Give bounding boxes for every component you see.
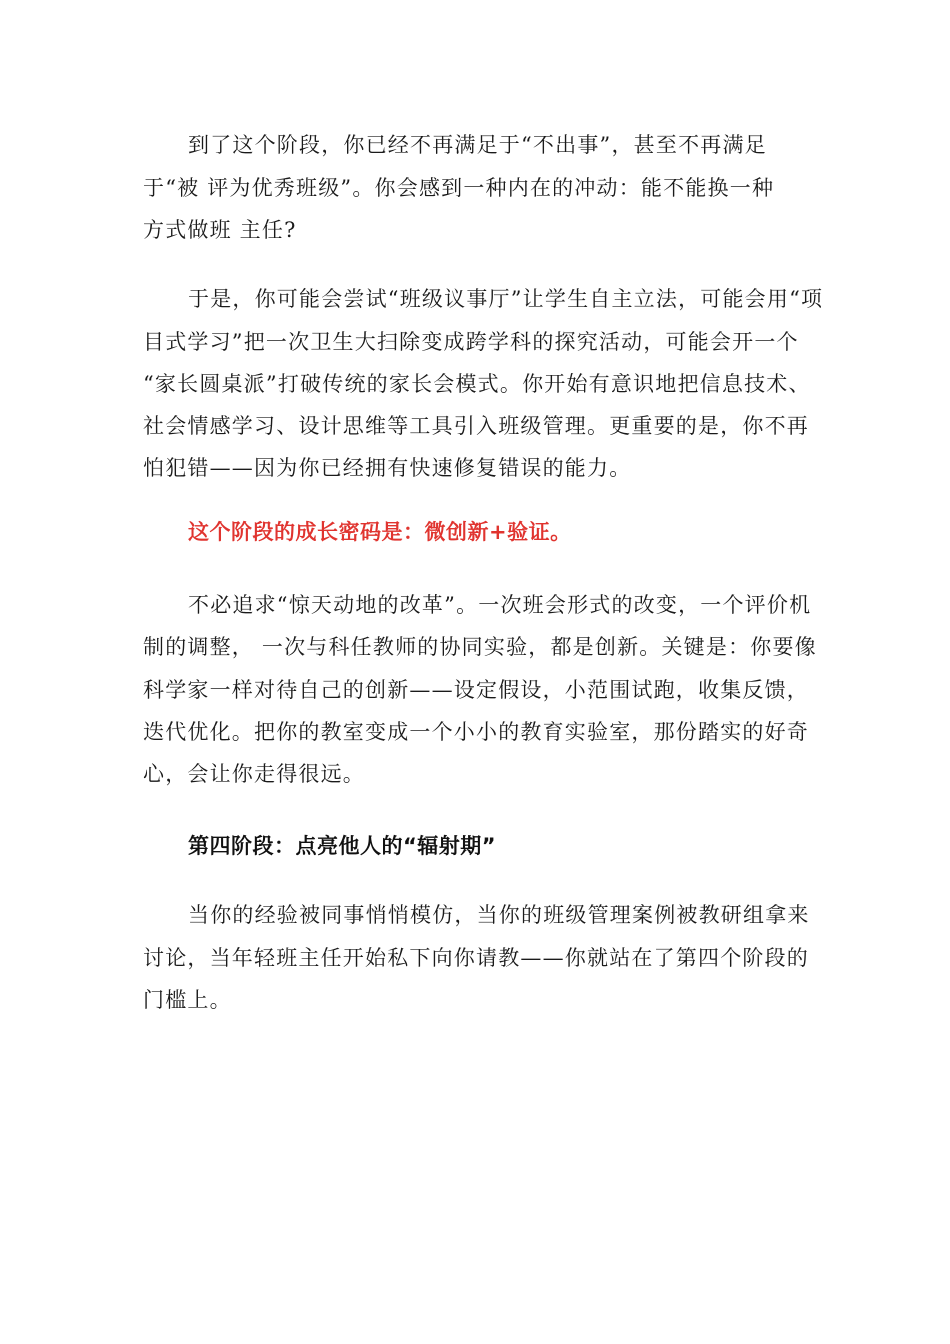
paragraph-2-line-1: 于是，你可能会尝试“班级议事厅”让学生自主立法，可能会用“项 <box>188 287 824 311</box>
section-heading-stage-four: 第四阶段：点亮他人的“辐射期” <box>188 834 497 858</box>
paragraph-2-line-5: 怕犯错——因为你已经拥有快速修复错误的能力。 <box>143 456 632 480</box>
paragraph-4-line-2: 讨论，当年轻班主任开始私下向你请教——你就站在了第四个阶段的 <box>143 946 809 970</box>
paragraph-3-line-5: 心，会让你走得很远。 <box>143 762 365 786</box>
paragraph-2-line-2: 目式学习”把一次卫生大扫除变成跨学科的探究活动，可能会开一个 <box>143 330 799 354</box>
paragraph-3-line-4: 迭代优化。把你的教室变成一个小小的教育实验室，那份踏实的好奇 <box>143 720 809 744</box>
paragraph-2-line-4: 社会情感学习、设计思维等工具引入班级管理。更重要的是，你不再 <box>143 414 809 438</box>
paragraph-1-line-1: 到了这个阶段，你已经不再满足于“不出事”，甚至不再满足 <box>188 133 767 157</box>
paragraph-1-line-3: 方式做班 主任? <box>143 218 297 242</box>
paragraph-3-line-3: 科学家一样对待自己的创新——设定假设，小范围试跑，收集反馈， <box>143 678 809 702</box>
paragraph-3-line-1: 不必追求“惊天动地的改革”。一次班会形式的改变，一个评价机 <box>188 593 812 617</box>
paragraph-4-line-1: 当你的经验被同事悄悄模仿，当你的班级管理案例被教研组拿来 <box>188 903 810 927</box>
growth-code-highlight: 这个阶段的成长密码是：微创新+验证。 <box>188 520 572 544</box>
paragraph-4-line-3: 门槛上。 <box>143 988 232 1012</box>
paragraph-1-line-2: 于“被 评为优秀班级”。你会感到一种内在的冲动：能不能换一种 <box>143 176 775 200</box>
paragraph-2-line-3: “家长圆桌派”打破传统的家长会模式。你开始有意识地把信息技术、 <box>143 372 811 396</box>
paragraph-3-line-2: 制的调整， 一次与科任教师的协同实验，都是创新。关键是：你要像 <box>143 635 817 659</box>
